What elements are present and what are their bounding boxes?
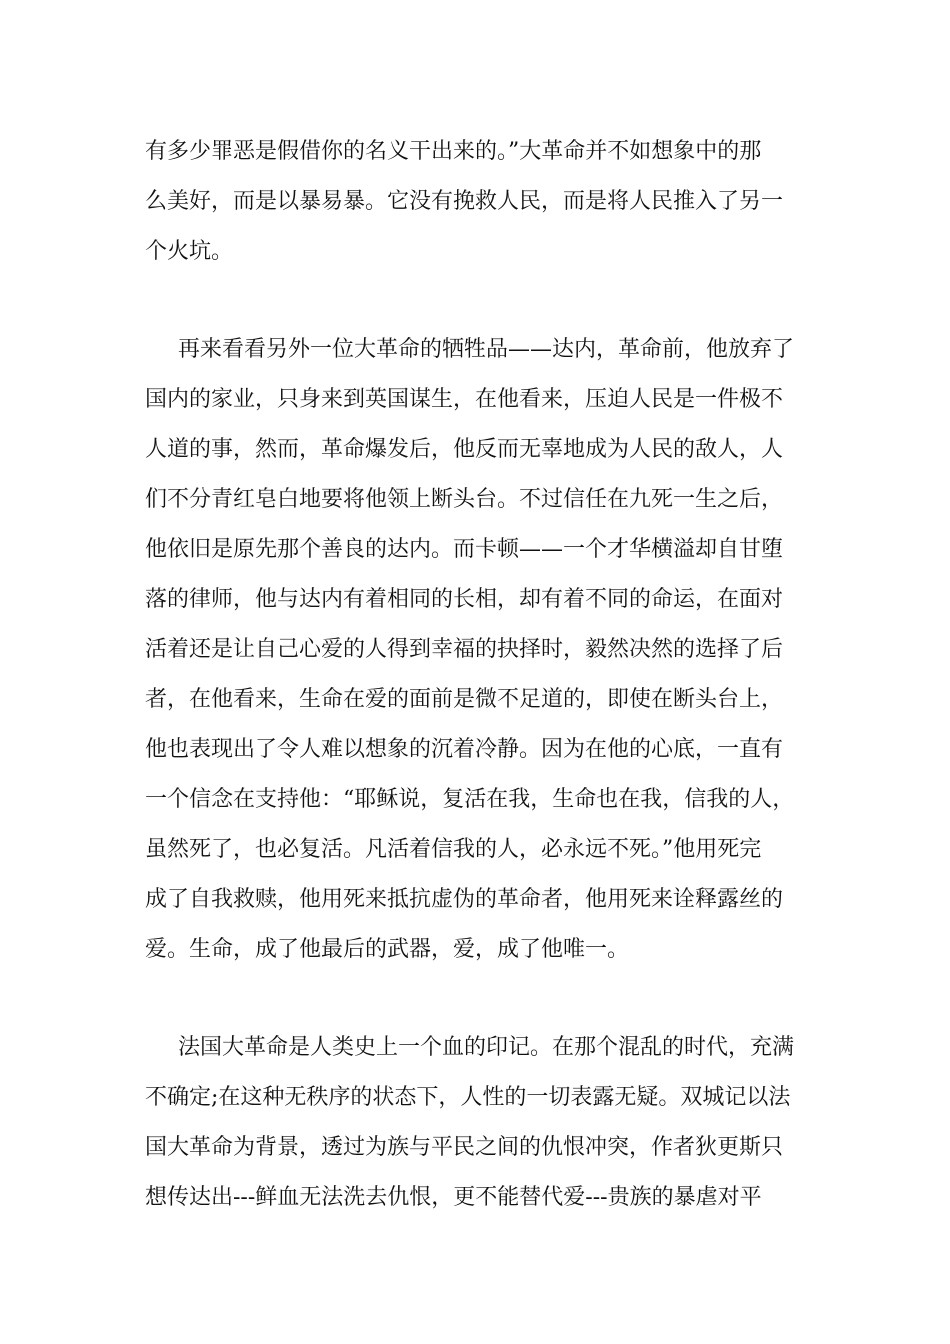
text-line: 国内的家业，只身来到英国谋生，在他看来，压迫人民是一件极不 xyxy=(145,387,784,412)
text-line: 一个信念在支持他：“耶稣说，复活在我，生命也在我，信我的人， xyxy=(145,787,795,812)
text-line: 他也表现出了令人难以想象的沉着冷静。因为在他的心底，一直有 xyxy=(145,737,784,762)
text-line: 国大革命为背景，透过为族与平民之间的仇恨冲突，作者狄更斯只 xyxy=(145,1135,784,1160)
text-line: 活着还是让自己心爱的人得到幸福的抉择时，毅然决然的选择了后 xyxy=(145,637,784,662)
text-line: 们不分青红皂白地要将他领上断头台。不过信任在九死一生之后， xyxy=(145,487,784,512)
text-line: 么美好，而是以暴易暴。它没有挽救人民，而是将人民推入了另一 xyxy=(145,189,784,214)
text-line: 个火坑。 xyxy=(145,239,234,264)
text-line: 有多少罪恶是假借你的名义干出来的。”大革命并不如想象中的那 xyxy=(145,139,762,164)
text-line: 爱。生命，成了他最后的武器，爱，成了他唯一。 xyxy=(145,937,630,962)
text-line: 人道的事，然而，革命爆发后，他反而无辜地成为人民的敌人，人 xyxy=(145,437,784,462)
text-line: 法国大革命是人类史上一个血的印记。在那个混乱的时代，充满 xyxy=(178,1035,795,1060)
text-line: 落的律师，他与达内有着相同的长相，却有着不同的命运，在面对 xyxy=(145,587,784,612)
text-line: 成了自我救赎，他用死来抵抗虚伪的革命者，他用死来诠释露丝的 xyxy=(145,887,784,912)
text-line: 再来看看另外一位大革命的牺牲品——达内，革命前，他放弃了 xyxy=(178,337,795,362)
text-line: 虽然死了，也必复活。凡活着信我的人，必永远不死。”他用死完 xyxy=(145,837,762,862)
text-line: 他依旧是原先那个善良的达内。而卡顿——一个才华横溢却自甘堕 xyxy=(145,537,784,562)
text-line: 不确定;在这种无秩序的状态下，人性的一切表露无疑。双城记以法 xyxy=(145,1085,791,1110)
text-line: 想传达出---鲜血无法洗去仇恨，更不能替代爱---贵族的暴虐对平 xyxy=(145,1185,762,1210)
text-line: 者，在他看来，生命在爱的面前是微不足道的，即使在断头台上， xyxy=(145,687,784,712)
